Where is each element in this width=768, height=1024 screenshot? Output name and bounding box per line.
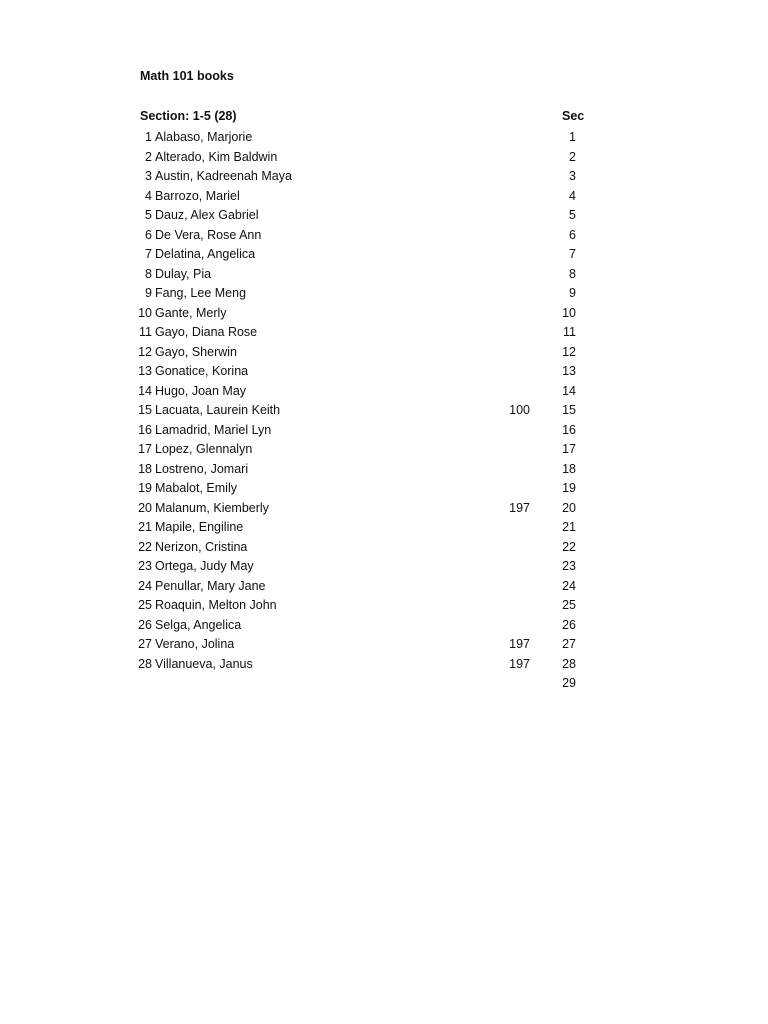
row-number: 3	[145, 169, 152, 183]
table-row	[0, 226, 768, 246]
table-row	[0, 421, 768, 441]
table-row	[0, 440, 768, 460]
right-row-number: 18	[562, 461, 576, 476]
table-row	[0, 577, 768, 597]
student-name: Lacuata, Laurein Keith	[155, 403, 281, 417]
student-name: Alabaso, Marjorie	[155, 130, 253, 144]
right-row-number: 12	[562, 344, 576, 359]
right-row-number: 5	[569, 208, 576, 222]
student-name: Malanum, Kiemberly	[155, 500, 269, 515]
student-name: Gayo, Sherwin	[155, 344, 237, 359]
student-name: Penullar, Mary Jane	[155, 578, 266, 593]
right-row-number: 2	[569, 149, 576, 164]
row-number: 15	[138, 403, 152, 417]
row-number: 14	[138, 383, 152, 398]
student-name: Barrozo, Mariel	[155, 188, 240, 203]
row-number: 24	[138, 578, 152, 593]
row-number: 16	[138, 422, 152, 437]
student-name: Nerizon, Cristina	[155, 539, 248, 554]
student-name: Mapile, Engiline	[155, 520, 244, 534]
row-number: 23	[138, 559, 152, 573]
table-row	[0, 401, 768, 421]
row-number: 18	[138, 461, 152, 476]
row-number: 28	[138, 656, 152, 671]
student-name: Gante, Merly	[155, 305, 227, 320]
table-row	[0, 499, 768, 519]
right-row-number: 25	[562, 598, 576, 612]
student-name: Dauz, Alex Gabriel	[155, 208, 259, 222]
table-row	[0, 148, 768, 168]
row-number: 19	[138, 481, 152, 495]
row-number: 11	[139, 325, 152, 339]
student-name: Roaquin, Melton John	[155, 598, 277, 612]
table-row	[0, 635, 768, 655]
student-name: Lopez, Glennalyn	[155, 442, 253, 456]
student-name: Mabalot, Emily	[155, 481, 237, 495]
right-row-number: 8	[569, 266, 576, 281]
student-name: Dulay, Pia	[155, 266, 212, 281]
right-row-number: 16	[562, 422, 576, 437]
right-row-number: 26	[562, 617, 576, 632]
table-row	[0, 362, 768, 382]
row-number: 25	[138, 598, 152, 612]
row-number: 9	[145, 286, 152, 300]
right-row-number: 28	[562, 656, 576, 671]
right-row-number: 24	[562, 578, 576, 593]
right-row-number: 22	[562, 539, 576, 554]
student-name: Gonatice, Korina	[155, 364, 249, 378]
row-number: 4	[145, 188, 152, 203]
table-row	[0, 479, 768, 499]
row-number: 1	[145, 130, 152, 144]
right-section-header: Sec	[562, 109, 585, 123]
table-row	[0, 518, 768, 538]
book-count: 197	[509, 637, 530, 651]
student-name: Gayo, Diana Rose	[155, 325, 258, 339]
row-number: 20	[138, 500, 152, 515]
row-number: 12	[138, 344, 152, 359]
row-number: 21	[138, 520, 152, 534]
right-row-number: 11	[563, 325, 576, 339]
right-row-number: 6	[569, 227, 576, 242]
student-name: Selga, Angelica	[155, 617, 242, 632]
table-row	[0, 245, 768, 265]
table-row	[0, 343, 768, 363]
student-list	[0, 128, 768, 694]
table-row	[0, 538, 768, 558]
book-count: 197	[509, 656, 530, 671]
row-number: 27	[138, 637, 152, 651]
table-row	[0, 382, 768, 402]
student-name: Alterado, Kim Baldwin	[155, 149, 278, 164]
left-section-header: Section: 1-5 (28)	[140, 109, 237, 123]
table-row	[0, 655, 768, 675]
row-number: 10	[138, 305, 152, 320]
right-row-number: 14	[562, 383, 576, 398]
book-count: 100	[509, 403, 530, 417]
table-row	[0, 128, 768, 148]
right-row-number: 10	[562, 305, 576, 320]
student-name: Lostreno, Jomari	[155, 461, 249, 476]
right-row-number: 9	[569, 286, 576, 300]
right-row-number: 3	[569, 169, 576, 183]
student-name: De Vera, Rose Ann	[155, 227, 262, 242]
table-row	[0, 304, 768, 324]
row-number: 8	[145, 266, 152, 281]
book-count: 197	[509, 500, 530, 515]
table-row	[0, 265, 768, 285]
student-name: Ortega, Judy May	[155, 559, 254, 573]
row-number: 22	[138, 539, 152, 554]
right-row-number: 13	[562, 364, 576, 378]
right-row-number: 7	[569, 247, 576, 261]
student-name: Lamadrid, Mariel Lyn	[155, 422, 272, 437]
student-name: Villanueva, Janus	[155, 656, 253, 671]
table-row	[0, 557, 768, 577]
row-number: 7	[145, 247, 152, 261]
right-row-number: 4	[569, 188, 576, 203]
row-number: 6	[145, 227, 152, 242]
table-row	[0, 206, 768, 226]
right-row-number: 23	[562, 559, 576, 573]
right-row-number: 29	[562, 676, 576, 690]
student-name: Delatina, Angelica	[155, 247, 256, 261]
right-row-number: 27	[562, 637, 576, 651]
row-number: 5	[145, 208, 152, 222]
document-title: Math 101 books	[140, 69, 234, 83]
right-row-number: 20	[562, 500, 576, 515]
table-row	[0, 674, 768, 694]
row-number: 17	[138, 442, 152, 456]
right-row-number: 1	[569, 130, 576, 144]
table-row	[0, 323, 768, 343]
row-number: 26	[138, 617, 152, 632]
row-number: 13	[138, 364, 152, 378]
right-row-number: 21	[562, 520, 576, 534]
table-row	[0, 284, 768, 304]
row-number: 2	[145, 149, 152, 164]
right-row-number: 15	[562, 403, 576, 417]
table-row	[0, 167, 768, 187]
table-row	[0, 616, 768, 636]
student-name: Hugo, Joan May	[155, 383, 247, 398]
student-name: Austin, Kadreenah Maya	[155, 169, 292, 183]
table-row	[0, 596, 768, 616]
table-row	[0, 460, 768, 480]
right-row-number: 17	[562, 442, 576, 456]
student-name: Verano, Jolina	[155, 637, 235, 651]
student-name: Fang, Lee Meng	[155, 286, 247, 300]
right-row-number: 19	[562, 481, 576, 495]
table-row	[0, 187, 768, 207]
